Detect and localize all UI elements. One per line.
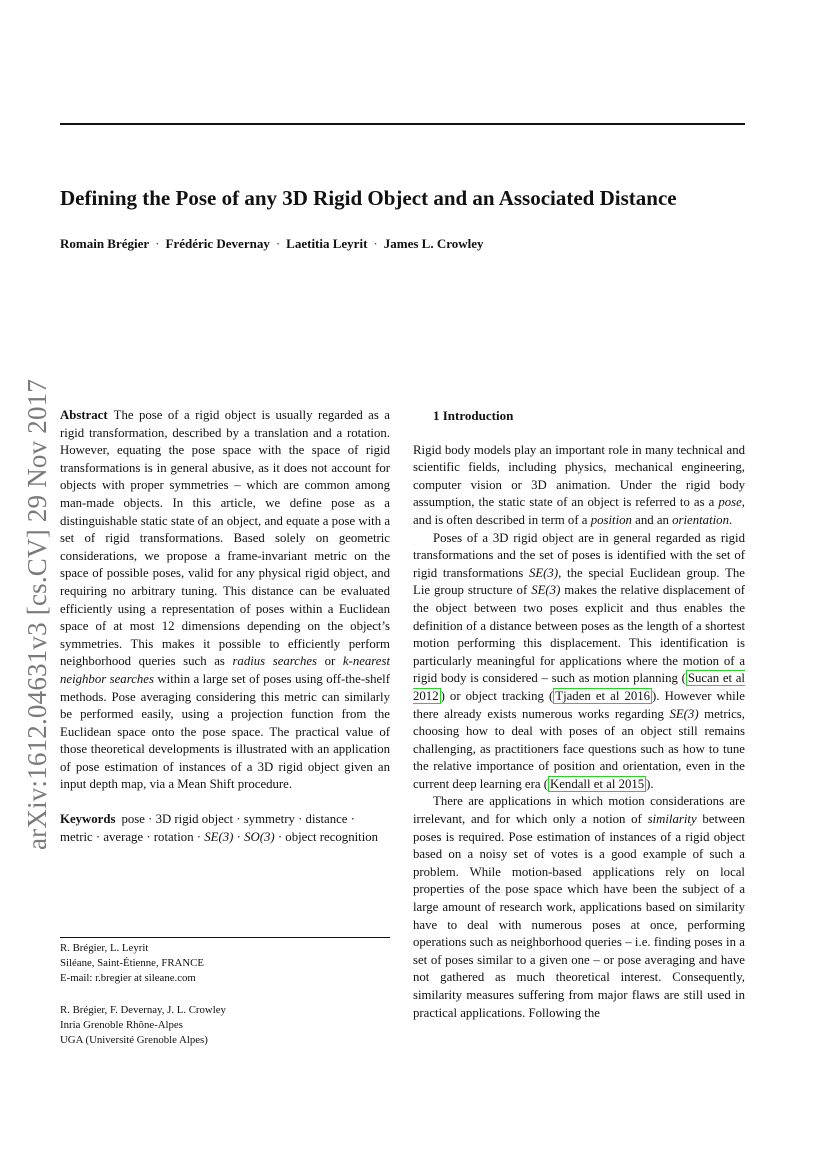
arxiv-identifier-stamp: arXiv:1612.04631v3 [cs.CV] 29 Nov 2017	[22, 378, 52, 850]
abstract-emphasis: k-nearest neighbor searches	[60, 654, 391, 686]
paragraph-text: Rigid body models play an important role in many technical and scientific fields, including physics, mechanical engineering, computer vision or 3D animation. Under the rigid body assumption, the static state of an object is referred to as a	[413, 442, 745, 510]
author-name: Romain Brégier	[60, 236, 150, 251]
paragraph-text: , the special Euclidean group. The Lie group structure of	[413, 565, 745, 598]
abstract-text: or	[324, 654, 336, 669]
section-heading: 1 Introduction	[433, 408, 514, 423]
paragraph	[413, 442, 745, 530]
affiliation-line: R. Brégier, F. Devernay, J. L. Crowley	[60, 1004, 226, 1016]
author-name: Laetitia Leyrit	[286, 236, 368, 251]
paragraph-text: Poses of a 3D rigid object are in general regarded as rigid transformations and the set of poses is identified with the set of rigid transformations	[413, 530, 745, 580]
author-separator: ·	[275, 236, 281, 251]
affiliation-line: Siléane, Saint-Étienne, FRANCE	[60, 957, 204, 970]
top-rule	[60, 123, 745, 125]
paper-title: Defining the Pose of any 3D Rigid Object and an Associated Distance	[60, 186, 677, 210]
abstract-text: The pose of a rigid object is usually regarded as a rigid transformation, described by a translation and a rotation. However, equating the pose space with the space of rigid transformations is in general abusive, as it does not account for objects with proper symmetries – which are common among man-made objects. In this article, we define pose as a distinguishable static state of an object, and equate a pose with a set of rigid transformations. Based solely on geometric considerations, we propose a frame-invariant metric on the space of possible poses, valid for any physical rigid object, and requiring no arbitrary tuning. This distance can be evaluated efficiently using a representation of poses within a Euclidean space of at most 12 dimensions depending on the object’s symmetries. This makes it possible to efficiently perform neighborhood queries such as	[60, 408, 390, 669]
inline-math: SE(3)	[528, 565, 559, 580]
paragraph-emphasis: position	[590, 512, 632, 527]
author-name: Frédéric Devernay	[165, 236, 270, 251]
paragraph-emphasis: similarity	[647, 812, 697, 827]
paragraph-text: metrics, choosing how to deal with poses of an object still remains challenging, as practitioners face questions such as how to tune the relative importance of position and orientation, even in the current deep learning era (	[413, 706, 745, 791]
paragraph-text: makes the relative displacement of the object between two poses explicit and thus enables the definition of a distance between poses as the length of a shortest motion performing this displacement. This identification is particularly meaningful for applications where the motion of a rigid body is considered – such as motion planning (	[413, 583, 746, 686]
keywords-separator: ·	[236, 829, 241, 844]
affiliation-email: E-mail: r.bregier at sileane.com	[60, 972, 196, 985]
left-column	[60, 407, 390, 846]
author-separator: ·	[155, 236, 160, 251]
citation-link[interactable]: Kendall et al 2015	[550, 776, 645, 791]
keywords-label: Keywords	[60, 812, 116, 827]
paragraph	[413, 793, 745, 1022]
paragraph-text: There are applications in which motion considerations are irrelevant, and for which only a notion of	[413, 794, 745, 827]
paragraph	[413, 530, 745, 794]
affiliation-line: R. Brégier, L. Leyrit	[60, 942, 149, 954]
affiliation-block	[60, 941, 390, 987]
abstract-text: within a large set of poses using off-the-shelf methods. Pose averaging considering this metric can similarly be performed easily, using a projection function from the Euclidean space onto the pose space. The practical value of those theoretical developments is illustrated with an application of pose estimation of instances of a 3D rigid object given an input depth map, via a Mean Shift procedure.	[60, 671, 390, 792]
citation-link[interactable]: Sucan et al 2012	[413, 671, 745, 703]
keyword-math: SO(3)	[244, 829, 275, 844]
keywords	[60, 811, 390, 846]
affiliation-line: UGA (Université Grenoble Alpes)	[60, 1034, 208, 1047]
keyword-math: SE(3)	[204, 829, 234, 844]
paragraph-text: and an	[635, 512, 669, 527]
footnote-rule	[60, 937, 390, 938]
abstract-emphasis: radius searches	[232, 654, 318, 669]
inline-math: SE(3)	[669, 706, 699, 721]
author-name: James L. Crowley	[383, 236, 484, 251]
affiliation-line: Inria Grenoble Rhône-Alpes	[60, 1019, 183, 1032]
introduction-section	[413, 407, 745, 1022]
paragraph-emphasis: pose	[718, 495, 742, 510]
abstract-label: Abstract	[60, 408, 108, 422]
paragraph-text: ).	[646, 776, 654, 791]
paragraph-text: ). However while there already exists numerous works regarding	[413, 688, 745, 721]
paragraph-text: between poses is required. Pose estimation of instances of a rigid object based on a noisy set of votes is a good example of such a problem. While motion-based applications rely on local properties of the pose space which have been the subject of a large amount of research work, applications based on similarity have to deal with numerous poses at once, performing operations such as neighborhood queries – i.e. finding poses in a set of poses similar to a given one – or pose averaging and have not gathered as much theoretical interest. Consequently, similarity measures suffering from major flaws are still used in practical applications. Following the	[413, 812, 745, 1020]
abstract	[60, 407, 390, 794]
affiliation-block	[60, 1003, 390, 1049]
paragraph-text: , and is often described in term of a	[413, 495, 745, 527]
author-separator: ·	[373, 236, 378, 251]
keywords-text: pose · 3D rigid object · symmetry · distance · metric · average · rotation ·	[60, 812, 355, 844]
paragraph-text: .	[728, 512, 733, 527]
citation-link[interactable]: Tjaden et al 2016	[555, 688, 651, 703]
keywords-text: · object recognition	[277, 829, 379, 844]
paragraph-text: ) or object tracking (	[440, 688, 554, 703]
paragraph-emphasis: orientation	[672, 512, 729, 527]
inline-math: SE(3)	[531, 583, 561, 598]
author-list	[60, 236, 484, 252]
